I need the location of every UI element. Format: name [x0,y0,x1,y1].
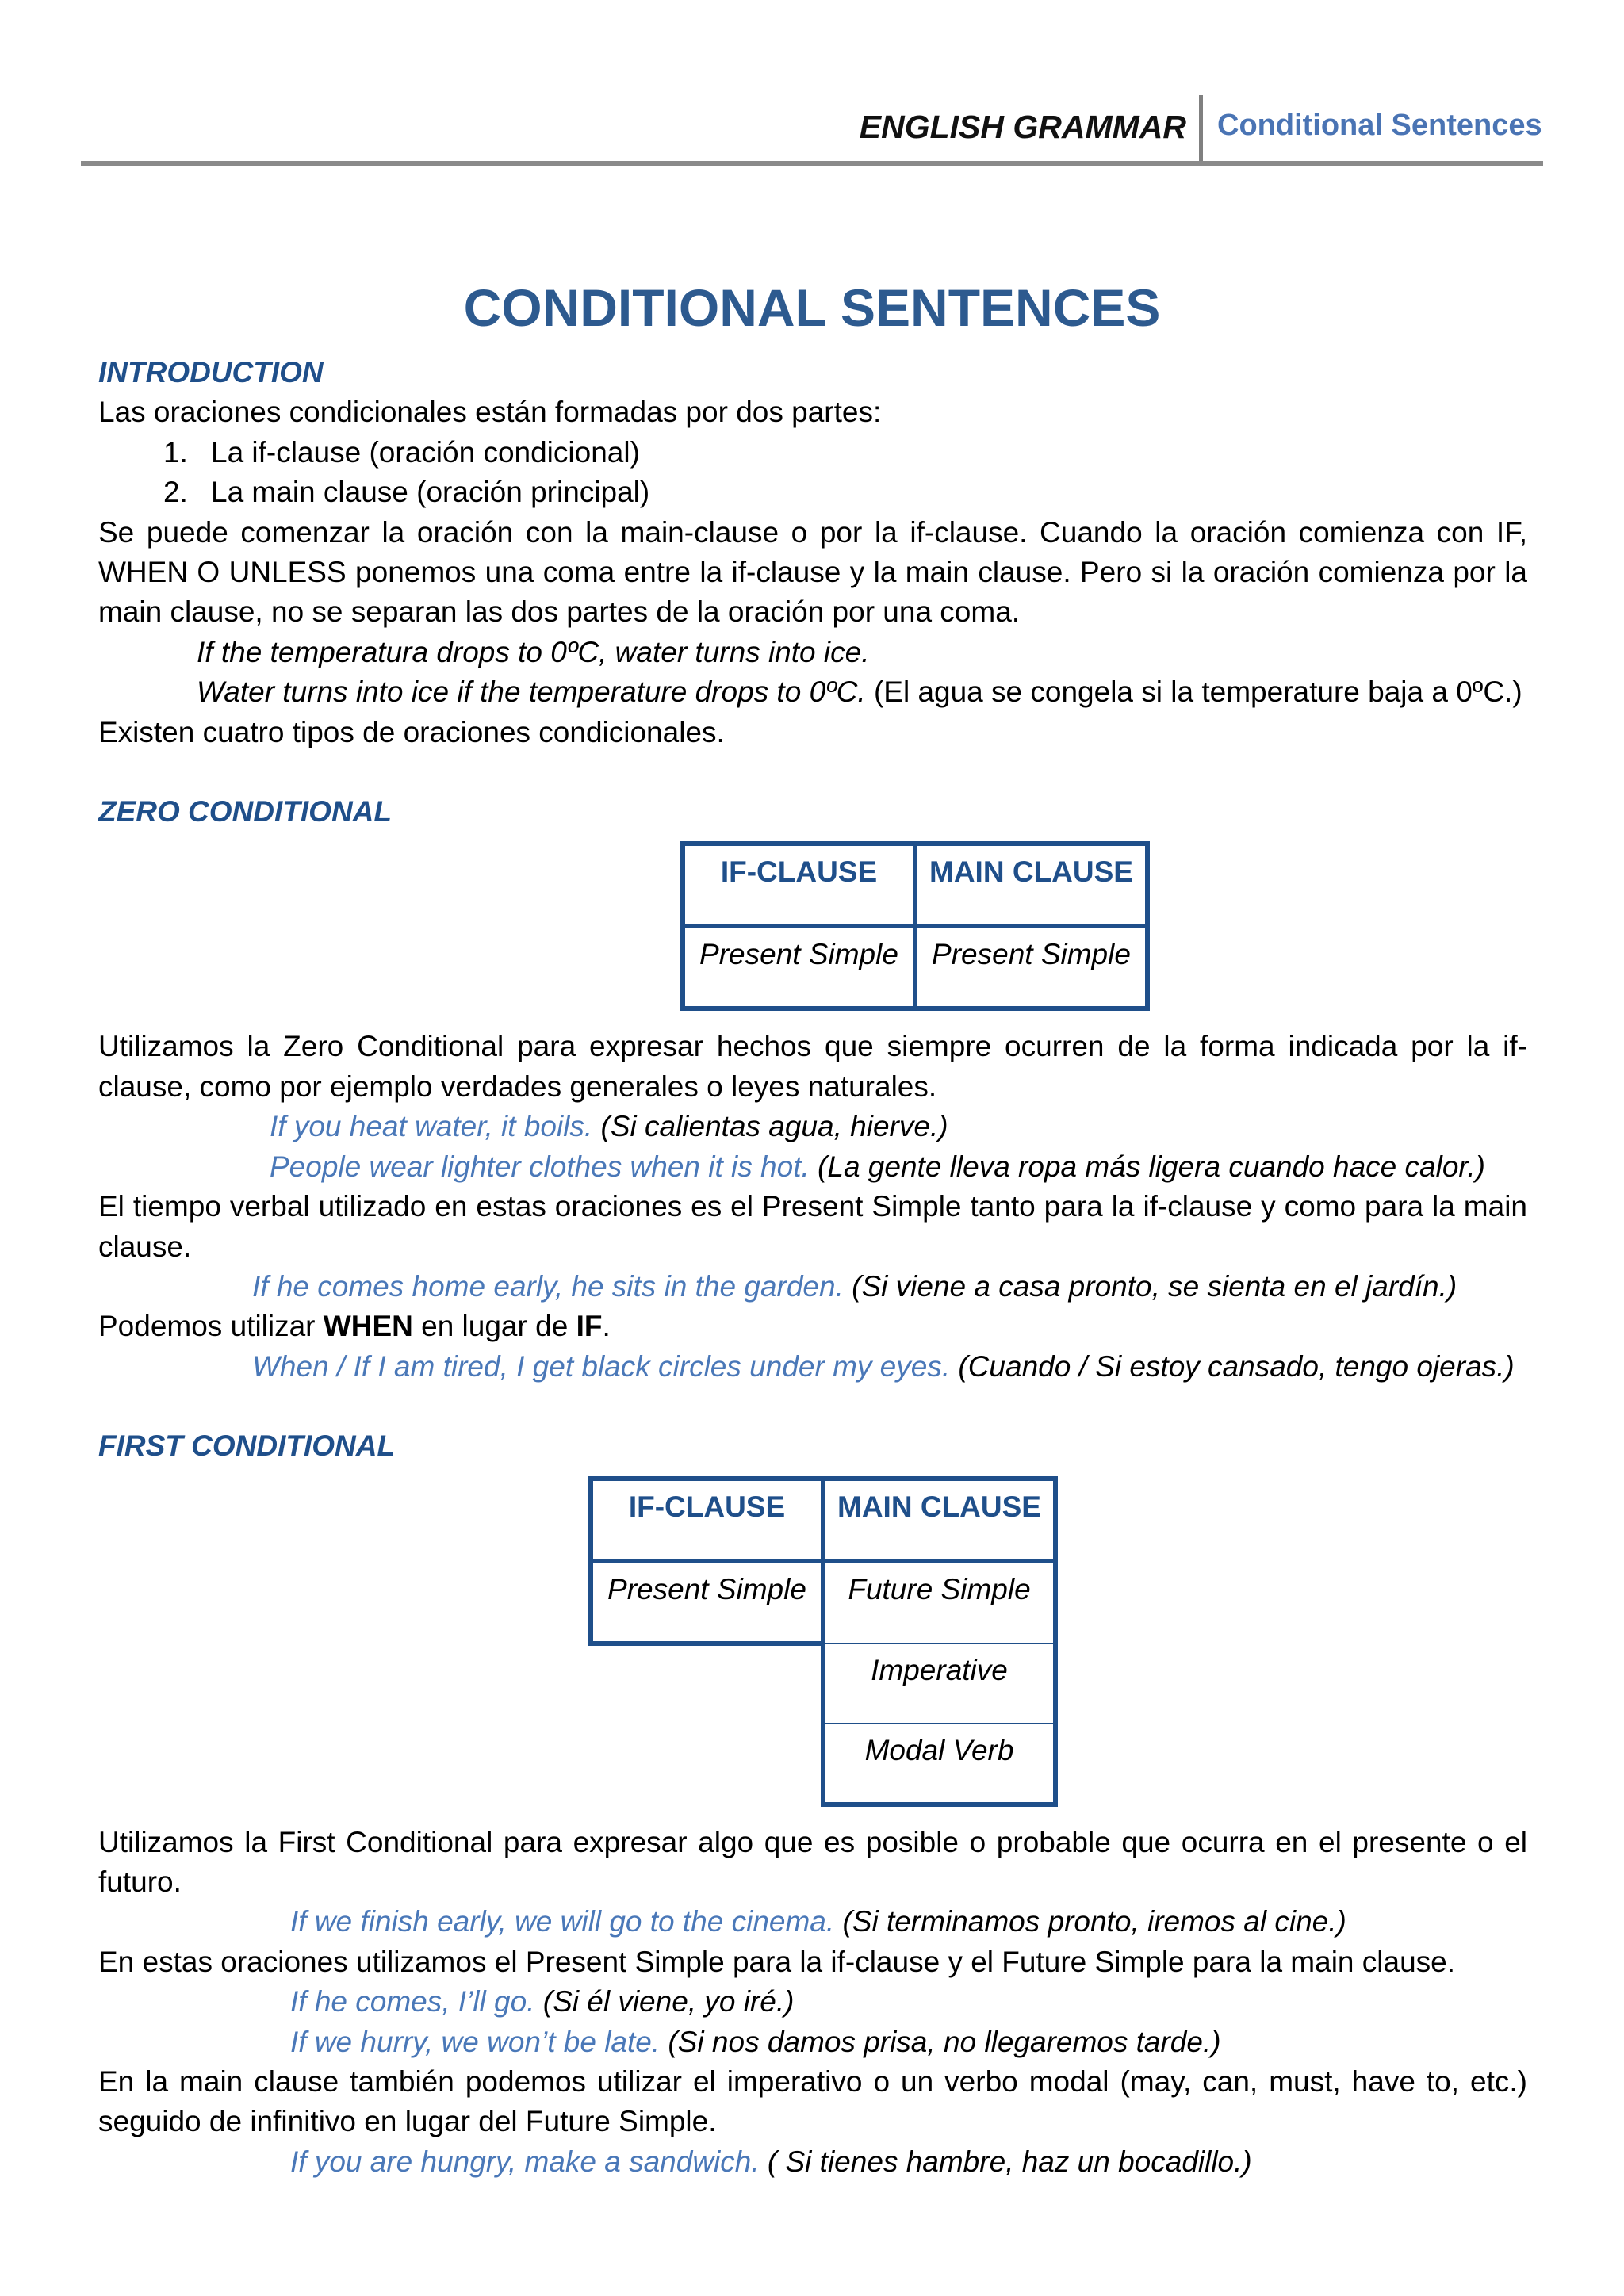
example-spanish: (Si terminamos pronto, iremos al cine.) [834,1905,1346,1938]
table-cell: Present Simple [915,926,1147,1008]
zero-example-4 [98,1347,1527,1387]
first-example-2 [98,1982,1527,2022]
first-paragraph-3: En la main clause también podemos utilizar el imperativo o un verbo modal (may, can, must, have to, etc.) seguido de infinitivo en lugar del Future Simple. [98,2064,1527,2138]
list-number: 2. [163,476,188,509]
zero-example-1 [98,1107,1527,1146]
first-paragraph-2: En estas oraciones utilizamos el Present Simple para la if-clause y el Future Simple para la main clause. [98,1945,1456,1978]
intro-example-1: If the temperatura drops to 0ºC, water turns into ice. [197,635,870,668]
example-english: If you heat water, it boils. [270,1110,593,1143]
intro-example-2 [98,672,1527,712]
zero-conditional-table [680,841,1150,1011]
example-english: Water turns into ice if the temperature drops to 0ºC. [197,675,866,709]
document-body [98,353,1527,2182]
example-english: When / If I am tired, I get black circles under my eyes. [252,1349,951,1383]
header-separator [1199,95,1203,163]
list-number: 1. [163,435,188,469]
example-spanish: (Cuando / Si estoy cansado, tengo ojeras.) [950,1349,1515,1383]
example-spanish: (Si nos damos prisa, no llegaremos tarde.) [660,2025,1221,2058]
header-subject: ENGLISH GRAMMAR [859,109,1186,145]
table-cell: Present Simple [591,1561,823,1644]
header-rule [81,161,1543,166]
example-spanish: (Si calientas agua, hierve.) [592,1110,948,1143]
example-spanish: (Si viene a casa pronto, se sienta en el jardín.) [843,1269,1457,1303]
table-cell: Imperative [823,1644,1055,1724]
section-heading-introduction: INTRODUCTION [98,356,324,388]
example-spanish: ( Si tienes hambre, haz un bocadillo.) [759,2145,1252,2178]
first-example-1 [98,1902,1527,1942]
example-english: If he comes, I’ll go. [290,1985,535,2019]
list-text: La if-clause (oración condicional) [211,435,640,469]
intro-paragraph-1: Las oraciones condicionales están formadas por dos partes: [98,396,882,429]
list-text: La main clause (oración principal) [211,476,650,509]
first-paragraph-1: Utilizamos la First Conditional para expresar algo que es posible o probable que ocurra en el presente o el futuro. [98,1825,1527,1898]
example-spanish: (El agua se congela si la temperature baja a 0ºC.) [865,675,1522,709]
table-header-main-clause: MAIN CLAUSE [823,1479,1055,1561]
example-english: If we finish early, we will go to the cinema. [290,1905,835,1938]
table-cell: Present Simple [683,926,915,1008]
example-english: If he comes home early, he sits in the garden. [252,1269,844,1303]
table-header-if-clause: IF-CLAUSE [591,1479,823,1561]
first-example-4 [98,2142,1527,2182]
table-empty-cell [591,1644,823,1724]
zero-paragraph-2: El tiempo verbal utilizado en estas oraciones es el Present Simple tanto para la if-clause y como para la main clause. [98,1190,1527,1263]
table-empty-cell [591,1724,823,1804]
example-spanish: (La gente lleva ropa más ligera cuando hace calor.) [809,1150,1485,1183]
zero-paragraph-1: Utilizamos la Zero Conditional para expresar hechos que siempre ocurren de la forma indicada por la if-clause, como por ejemplo verdades generales o leyes naturales. [98,1030,1527,1103]
example-english: If we hurry, we won’t be late. [290,2025,661,2058]
table-header-if-clause: IF-CLAUSE [683,844,915,926]
example-english: If you are hungry, make a sandwich. [290,2145,760,2178]
table-cell: Modal Verb [823,1724,1055,1804]
section-heading-first-conditional: FIRST CONDITIONAL [98,1429,396,1463]
zero-example-2 [98,1147,1527,1187]
first-conditional-table [588,1476,1058,1807]
list-item [98,473,1527,512]
header-topic: Conditional Sentences [1217,109,1542,142]
page-title: CONDITIONAL SENTENCES [463,278,1161,337]
table-cell: Future Simple [823,1561,1055,1644]
intro-paragraph-3: Existen cuatro tipos de oraciones condicionales. [98,715,725,748]
list-item [98,433,1527,473]
section-heading-zero-conditional: ZERO CONDITIONAL [98,795,392,828]
first-example-3 [98,2022,1527,2062]
intro-paragraph-2: Se puede comenzar la oración con la main-clause o por la if-clause. Cuando la oración comienza con IF, WHEN O UNLESS ponemos una coma entre la if-clause y la main clause. Pero si la oración comienza por la main clause, no se separan las dos partes de la oración por una coma. [98,515,1527,629]
zero-paragraph-3: Podemos utilizar WHEN en lugar de IF. [98,1310,611,1343]
zero-example-3 [98,1267,1527,1307]
example-english: People wear lighter clothes when it is hot. [270,1150,810,1183]
page-header [0,0,1624,174]
example-spanish: (Si él viene, yo iré.) [534,1985,795,2019]
table-header-main-clause: MAIN CLAUSE [915,844,1147,926]
